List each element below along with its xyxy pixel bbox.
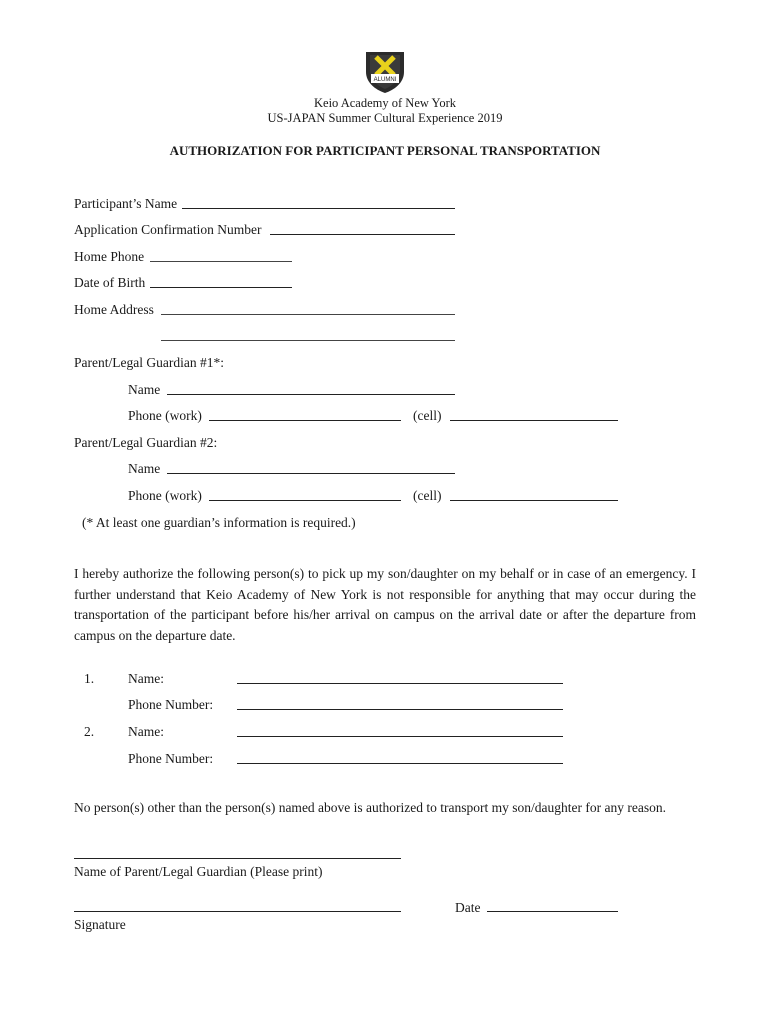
- person2-name-field[interactable]: [237, 736, 563, 737]
- person1-name-field[interactable]: [237, 683, 563, 684]
- person2-number: 2.: [84, 724, 95, 739]
- guardian1-cell-field[interactable]: [450, 420, 618, 421]
- logo-lettering: ALUMNI: [373, 77, 397, 83]
- home-address-label: Home Address: [74, 302, 154, 317]
- person1-phone-label: Phone Number:: [128, 697, 214, 712]
- guardian2-work-phone-field[interactable]: [209, 500, 401, 501]
- guardian2-cell-label: (cell): [413, 488, 442, 503]
- guardian2-name-field[interactable]: [167, 473, 455, 474]
- participant-name-label: Participant’s Name: [74, 196, 178, 211]
- guardian1-name-label: Name: [128, 382, 161, 397]
- signature-field[interactable]: [74, 911, 401, 912]
- school-logo: [362, 50, 408, 94]
- guardian2-heading: Parent/Legal Guardian #2:: [74, 435, 218, 450]
- signature-label: Signature: [74, 917, 126, 932]
- guardian1-heading: Parent/Legal Guardian #1*:: [74, 355, 224, 370]
- guardian-print-name-label: Name of Parent/Legal Guardian (Please print): [74, 864, 323, 879]
- program-name: US-JAPAN Summer Cultural Experience 2019: [267, 111, 503, 125]
- home-address-field-line2[interactable]: [161, 340, 455, 341]
- date-of-birth-label: Date of Birth: [74, 275, 146, 290]
- restriction-statement: No person(s) other than the person(s) named above is authorized to transport my son/daughter for any reason.: [74, 800, 666, 815]
- person1-phone-field[interactable]: [237, 709, 563, 710]
- person2-phone-field[interactable]: [237, 763, 563, 764]
- guardian2-cell-field[interactable]: [450, 500, 618, 501]
- authorization-paragraph: I hereby authorize the following person(s) to pick up my son/daughter on my behalf or in case of an emergency. I further understand that Keio Academy of New York is not responsible for anything that may occur during the transportation of the participant before his/her arrival on campus on the arrival date or after the departure from campus on the departure date.: [74, 566, 696, 643]
- confirmation-number-label: Application Confirmation Number: [74, 222, 262, 237]
- guardian2-work-phone-label: Phone (work): [128, 488, 202, 503]
- person2-phone-label: Phone Number:: [128, 751, 214, 766]
- date-of-birth-field[interactable]: [150, 287, 292, 288]
- guardian-print-name-field[interactable]: [74, 858, 401, 859]
- guardian1-name-field[interactable]: [167, 394, 455, 395]
- participant-name-field[interactable]: [182, 208, 455, 209]
- home-phone-field[interactable]: [150, 261, 292, 262]
- guardian1-work-phone-field[interactable]: [209, 420, 401, 421]
- date-field[interactable]: [487, 911, 618, 912]
- school-name: Keio Academy of New York: [314, 96, 456, 110]
- person2-name-label: Name:: [128, 724, 164, 739]
- guardian-note: (* At least one guardian’s information is required.): [82, 515, 356, 530]
- home-phone-label: Home Phone: [74, 249, 145, 264]
- home-address-field-line1[interactable]: [161, 314, 455, 315]
- date-label: Date: [455, 900, 481, 915]
- confirmation-number-field[interactable]: [270, 234, 455, 235]
- person1-name-label: Name:: [128, 671, 164, 686]
- page-title: AUTHORIZATION FOR PARTICIPANT PERSONAL TRANSPORTATION: [169, 143, 601, 158]
- guardian2-name-label: Name: [128, 461, 161, 476]
- guardian1-work-phone-label: Phone (work): [128, 408, 202, 423]
- guardian1-cell-label: (cell): [413, 408, 442, 423]
- person1-number: 1.: [84, 671, 95, 686]
